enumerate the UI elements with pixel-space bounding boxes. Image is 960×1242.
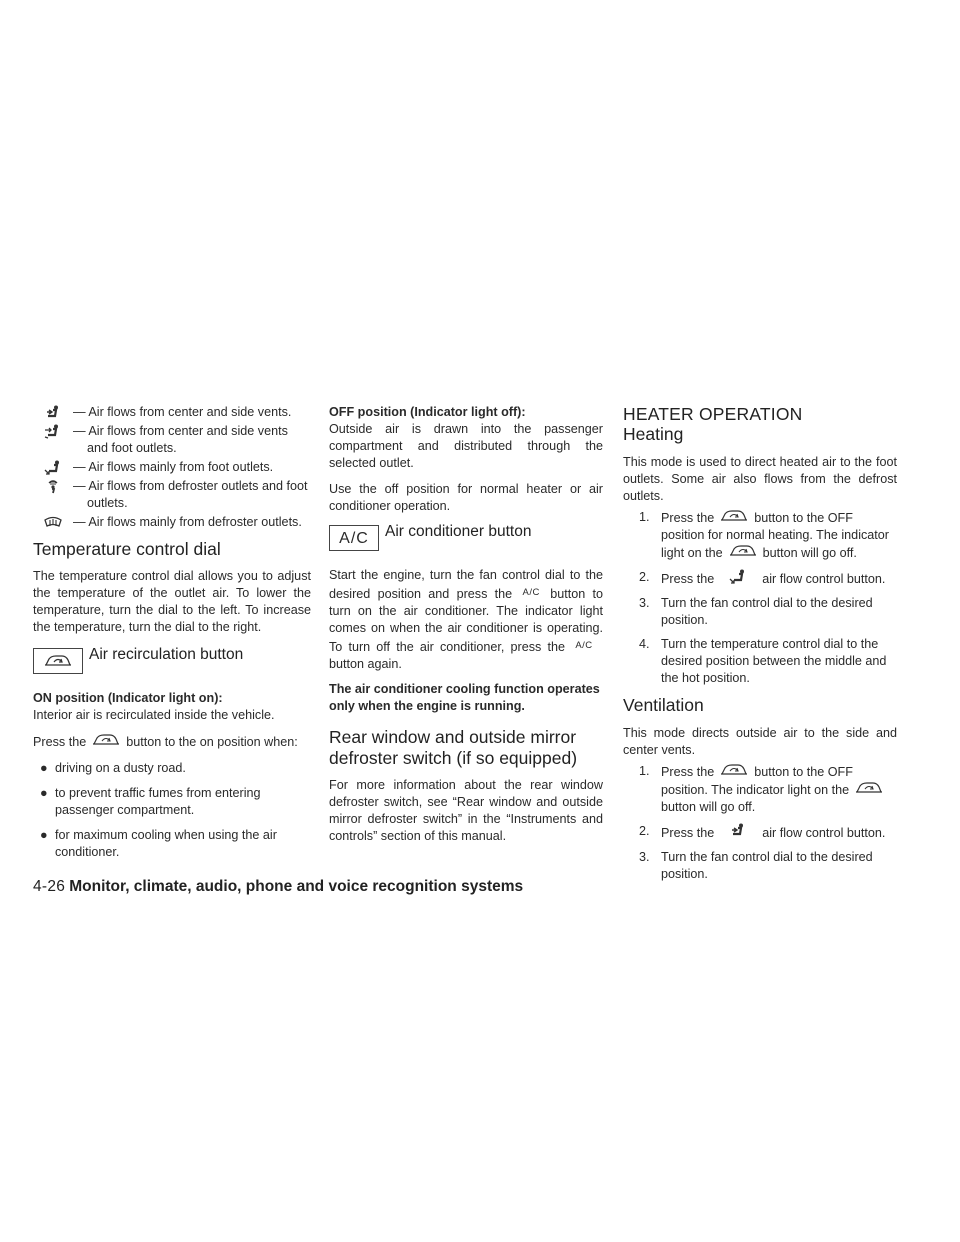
mode-text: — Air flows from center and side vents.	[73, 405, 292, 419]
off-position-heading: OFF position (Indicator light off):	[329, 405, 526, 419]
ac-button-icon: A/C	[329, 525, 379, 551]
foot-mode-icon	[33, 459, 73, 476]
step-item: 1. Press the button to the OFF position. The indicator light on thebutton will go off.	[623, 763, 897, 816]
mode-row-bilevel	[33, 423, 311, 457]
ac-inline-label: A/C	[522, 587, 540, 598]
recirc-icon	[714, 763, 754, 777]
step-item: 2. Press the air flow control button.	[639, 570, 886, 586]
recirc-icon	[86, 733, 126, 747]
foot-mode-icon	[714, 569, 762, 583]
press-recirc-text: Press the button to the on position when:	[33, 735, 298, 749]
recirc-heading: Air recirculation button	[89, 646, 244, 663]
bilevel-mode-icon	[33, 423, 73, 440]
rear-defroster-text: For more information about the rear window defroster switch, see “Rear window and outside mirror defroster switch” in the “Instruments and controls” section of this manual.	[329, 778, 603, 843]
mode-row-vent	[33, 404, 311, 421]
heater-operation-heading: HEATER OPERATION	[623, 404, 803, 424]
ventilation-steps	[623, 763, 897, 883]
step-item: 4. Turn the temperature control dial to the desired position between the middle and the hot position.	[639, 637, 887, 685]
bullet-item: ● driving on a dusty road.	[40, 761, 186, 775]
bullet-item: ● to prevent traffic fumes from entering passenger compartment.	[40, 786, 261, 817]
ac-note: The air conditioner cooling function operates only when the engine is running.	[329, 682, 600, 713]
recirc-heading-row	[33, 648, 311, 674]
vent-mode-icon	[33, 404, 73, 421]
recirc-button-icon	[33, 648, 83, 674]
middle-column	[329, 404, 603, 845]
section-title: Monitor, climate, audio, phone and voice recognition systems	[69, 878, 524, 895]
heating-text: This mode is used to direct heated air to the foot outlets. Some air also flows from the defrost outlets.	[623, 455, 897, 503]
page-number: 4-26	[33, 878, 66, 895]
mode-text: — Air flows from center and side vents and foot outlets.	[73, 424, 288, 455]
step-item: 2. Press the air flow control button.	[639, 824, 886, 840]
mode-text: — Air flows from defroster outlets and foot outlets.	[73, 479, 308, 510]
defrost-mode-icon	[33, 514, 73, 531]
mode-row-foot	[33, 459, 311, 476]
step-item: 3. Turn the fan control dial to the desired position.	[639, 596, 873, 627]
ac-heading: Air conditioner button	[385, 523, 532, 540]
ventilation-text: This mode directs outside air to the side and center vents.	[623, 726, 897, 757]
step-item: 3. Turn the fan control dial to the desired position.	[639, 850, 873, 881]
mode-row-defrost-foot	[33, 478, 311, 512]
ac-heading-row	[329, 525, 603, 551]
heating-heading: Heating	[623, 424, 684, 444]
on-position-text: Interior air is recirculated inside the vehicle.	[33, 708, 275, 722]
off-position-text: Outside air is drawn into the passenger compartment and distributed through the selected outlet.	[329, 422, 603, 470]
on-position-heading: ON position (Indicator light on):	[33, 691, 223, 705]
step-item: 1. Press the button to the OFF position for normal heating. The indicator light on the button will go off.	[639, 510, 889, 560]
recirc-icon	[714, 509, 754, 523]
mode-row-defrost	[33, 514, 311, 531]
page-footer	[33, 878, 523, 896]
off-position-text2: Use the off position for normal heater or air conditioner operation.	[329, 482, 603, 513]
bullet-item: ● for maximum cooling when using the air conditioner.	[40, 828, 277, 859]
vent-mode-icon	[714, 823, 762, 837]
left-column	[33, 404, 311, 869]
rear-defroster-heading: Rear window and outside mirror defroster switch (if so equipped)	[329, 727, 578, 768]
mode-text: — Air flows mainly from foot outlets.	[73, 460, 274, 474]
defrost-foot-mode-icon	[33, 478, 73, 495]
mode-text: — Air flows mainly from defroster outlets.	[73, 515, 302, 529]
ventilation-heading: Ventilation	[623, 695, 704, 715]
right-column	[623, 404, 897, 890]
recirc-icon	[723, 544, 763, 558]
ac-inline-label: A/C	[575, 640, 593, 651]
temperature-heading: Temperature control dial	[33, 539, 221, 559]
ac-text: Start the engine, turn the fan control dial to the desired position and press the A/C button to turn on the air conditioner. The indicator light comes on when the air conditioner is operating. To turn off the air conditioner, press the A/Cbutton again.	[329, 568, 603, 671]
temperature-text: The temperature control dial allows you to adjust the temperature of the outlet air. To lower the temperature, turn the dial to the left. To increase the temperature, turn the dial to the right.	[33, 569, 311, 634]
recirc-icon	[849, 781, 889, 795]
heating-steps	[623, 509, 897, 687]
